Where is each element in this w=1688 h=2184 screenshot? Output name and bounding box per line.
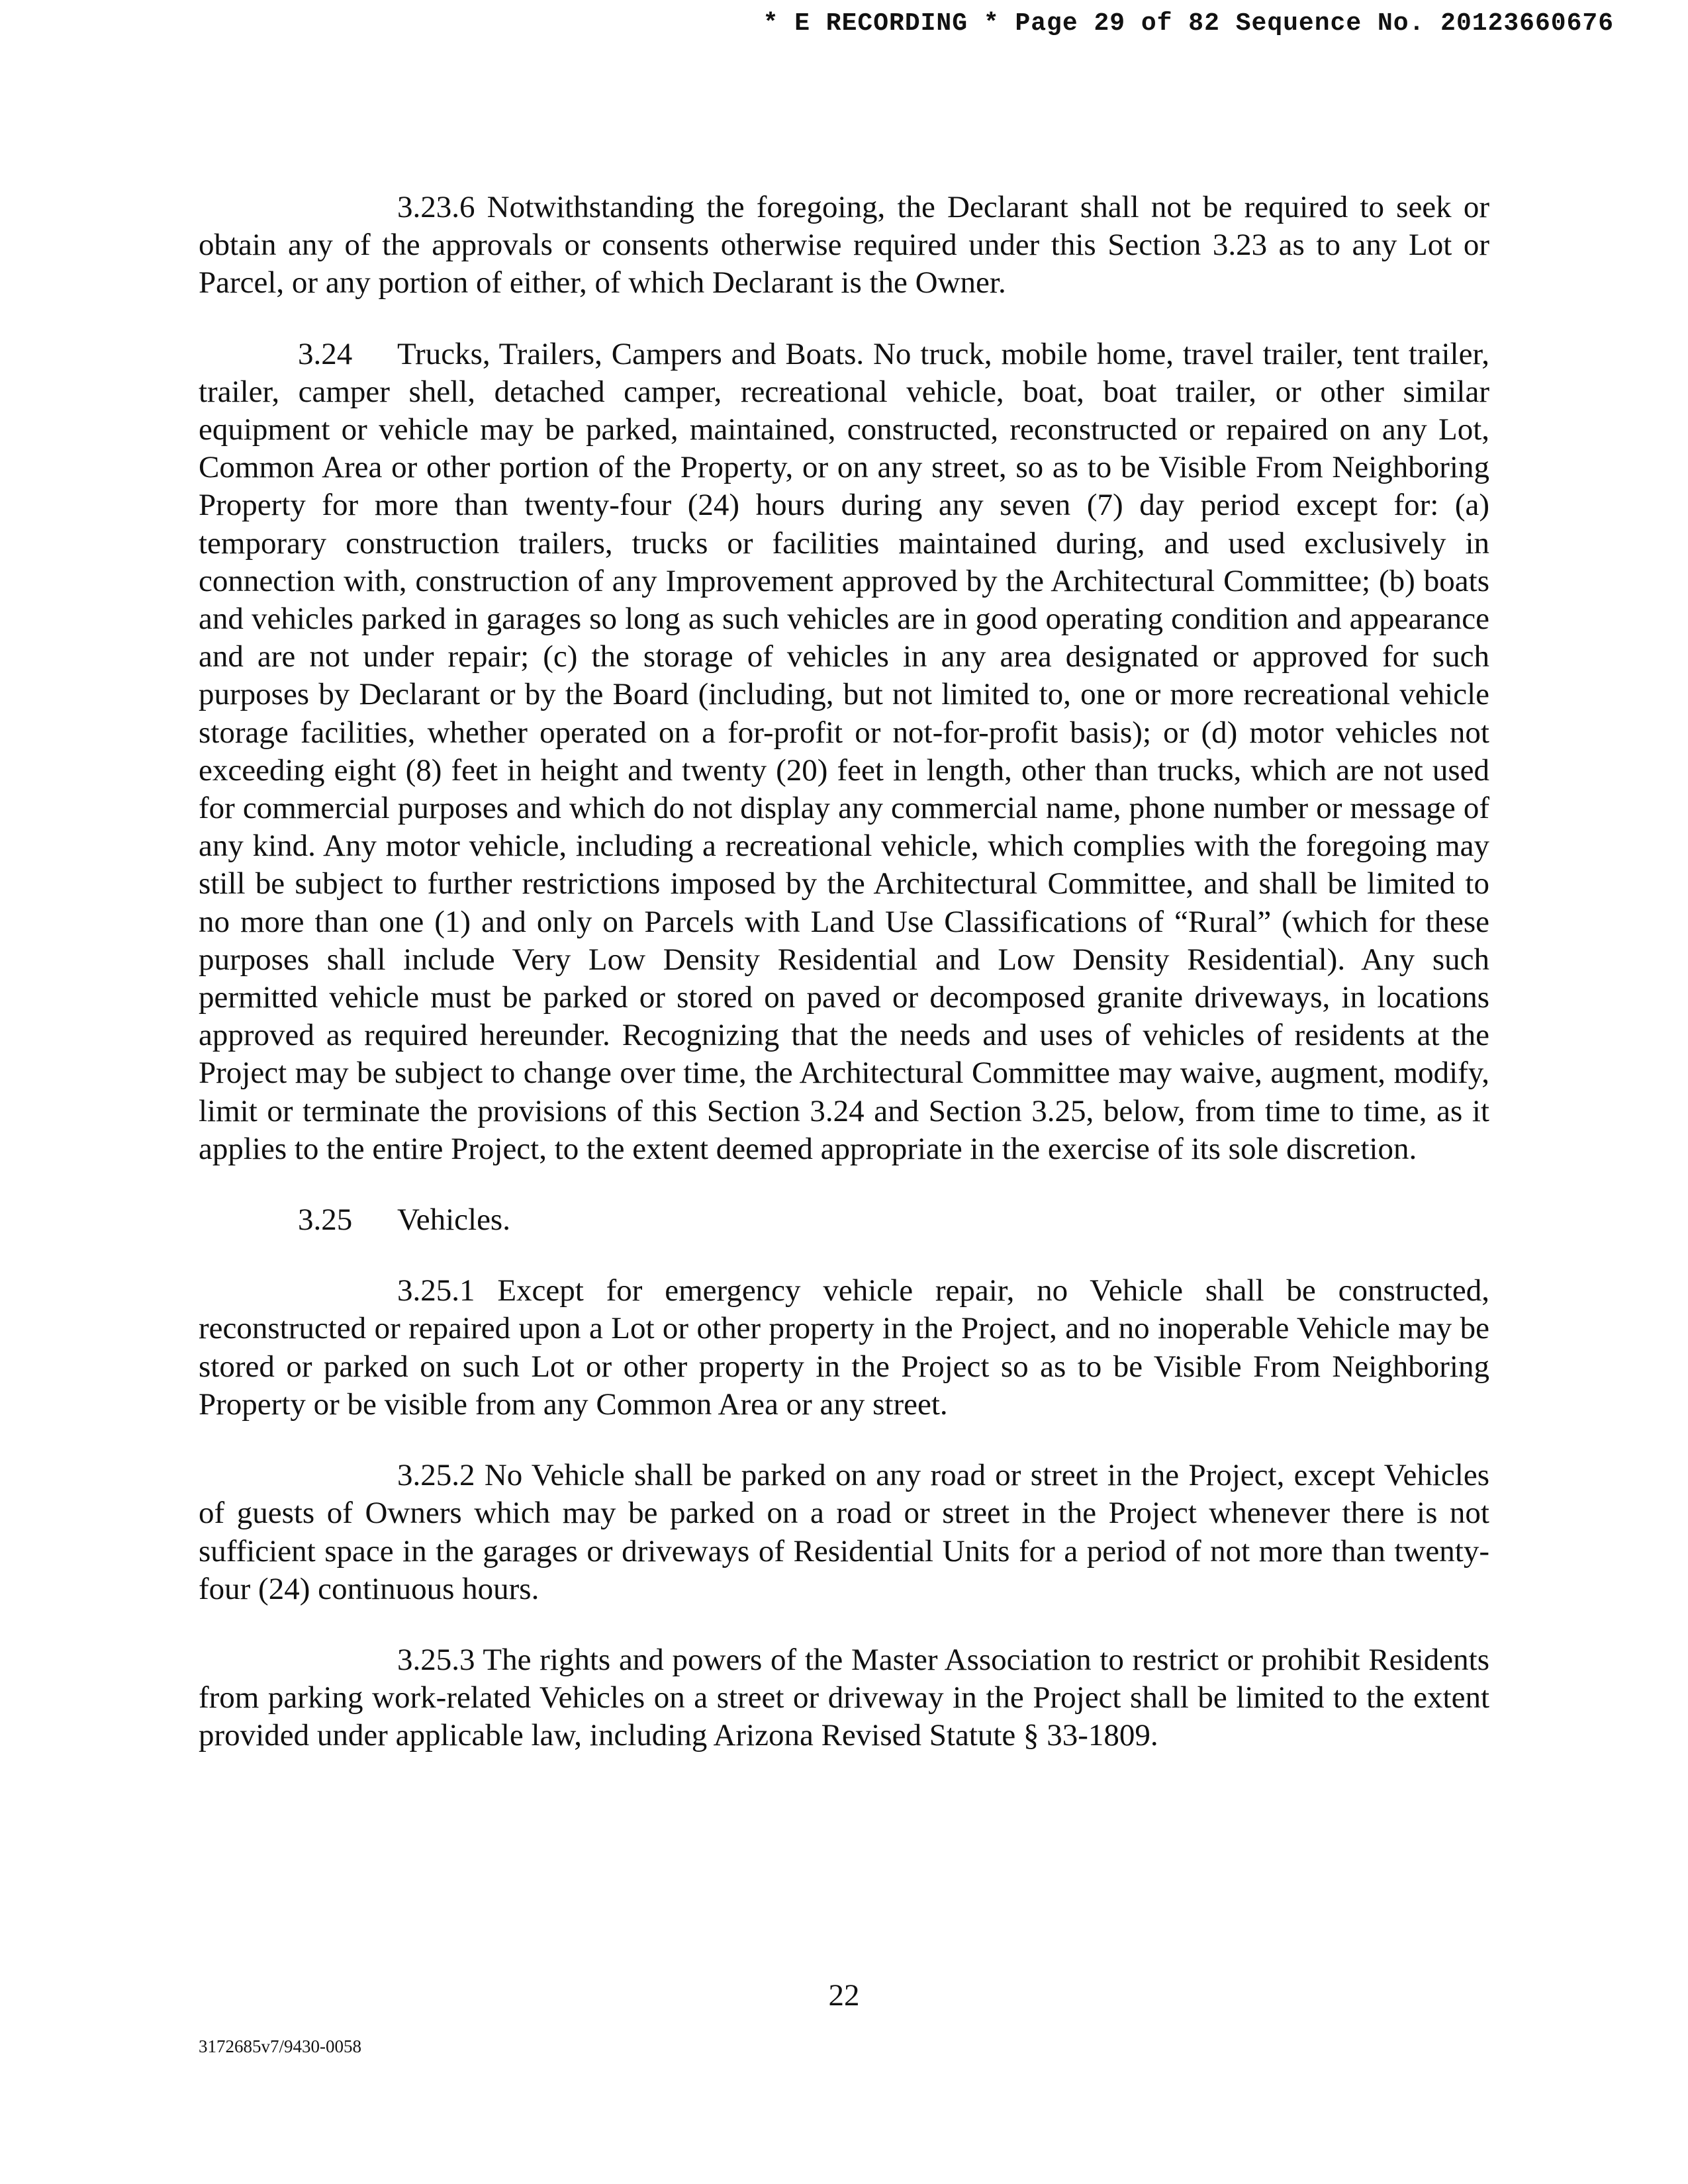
recording-stamp: * E RECORDING * Page 29 of 82 Sequence No. 20123660676	[763, 9, 1614, 38]
paragraph-3-25-3: 3.25.3 The rights and powers of the Master Association to restrict or prohibit Residents from parking work-related Vehicles on a street or driveway in the Project shall be limited to the extent provided under applicable law, including Arizona Revised Statute § 33-1809.	[199, 1642, 1489, 1753]
document-body	[199, 189, 1489, 1788]
section-3-25-heading	[298, 1201, 1489, 1239]
section-3-24	[199, 336, 1489, 1168]
section-number-3-25: 3.25	[298, 1203, 353, 1238]
section-3-25-title: Vehicles.	[397, 1203, 510, 1238]
paragraph-3-25-2: 3.25.2 No Vehicle shall be parked on any road or street in the Project, except Vehicles of guests of Owners which may be parked on a road or street in the Project whenever there is not sufficient space in the garages or driveways of Residential Units for a period of not more than twenty-four (24) continuous hours.	[199, 1458, 1489, 1606]
paragraph-3-25-1: 3.25.1 Except for emergency vehicle repair, no Vehicle shall be constructed, reconstructed or repaired upon a Lot or other property in the Project, and no inoperable Vehicle may be stored or parked on such Lot or other property in the Project so as to be Visible From Neighboring Property or be visible from any Common Area or any street.	[199, 1273, 1489, 1422]
document-id: 3172685v7/9430-0058	[199, 2036, 361, 2056]
page-number: 22	[828, 1978, 860, 2013]
section-number-3-24: 3.24	[298, 336, 353, 371]
section-3-24-text: Trucks, Trailers, Campers and Boats. No truck, mobile home, travel trailer, tent trailer, trailer, camper shell, detached camper, recreational vehicle, boat, boat trailer, or other similar equipment or vehicle may be parked, maintained, constructed, reconstructed or repaired on any Lot, Common Area or other portion of the Property, or on any street, so as to be Visible From Neighboring Property for more than twenty-four (24) hours during any seven (7) day period except for: (a) temporary construction trailers, trucks or facilities maintained during, and used exclusively in connection with, construction of any Improvement approved by the Architectural Committee; (b) boats and vehicles parked in garages so long as such vehicles are in good operating condition and appearance and are not under repair; (c) the storage of vehicles in any area designated or approved for such purposes by Declarant or by the Board (including, but not limited to, one or more recreational vehicle storage facilities, whether operated on a for-profit or not-for-profit basis); or (d) motor vehicles not exceeding eight (8) feet in height and twenty (20) feet in length, other than trucks, which are not used for commercial purposes and which do not display any commercial name, phone number or message of any kind. Any motor vehicle, including a recreational vehicle, which complies with the foregoing may still be subject to further restrictions imposed by the Architectural Committee, and shall be limited to no more than one (1) and only on Parcels with Land Use Classifications of “Rural” (which for these purposes shall include Very Low Density Residential and Low Density Residential). Any such permitted vehicle must be parked or stored on paved or decomposed granite driveways, in locations approved as required hereunder. Recognizing that the needs and uses of vehicles of residents at the Project may be subject to change over time, the Architectural Committee may waive, augment, modify, limit or terminate the provisions of this Section 3.24 and Section 3.25, below, from time to time, as it applies to the entire Project, to the extent deemed appropriate in the exercise of its sole discretion.	[199, 336, 1489, 1166]
paragraph-3-23-6: 3.23.6 Notwithstanding the foregoing, the Declarant shall not be required to seek or obtain any of the approvals or consents otherwise required under this Section 3.23 as to any Lot or Parcel, or any portion of either, of which Declarant is the Owner.	[199, 190, 1489, 300]
